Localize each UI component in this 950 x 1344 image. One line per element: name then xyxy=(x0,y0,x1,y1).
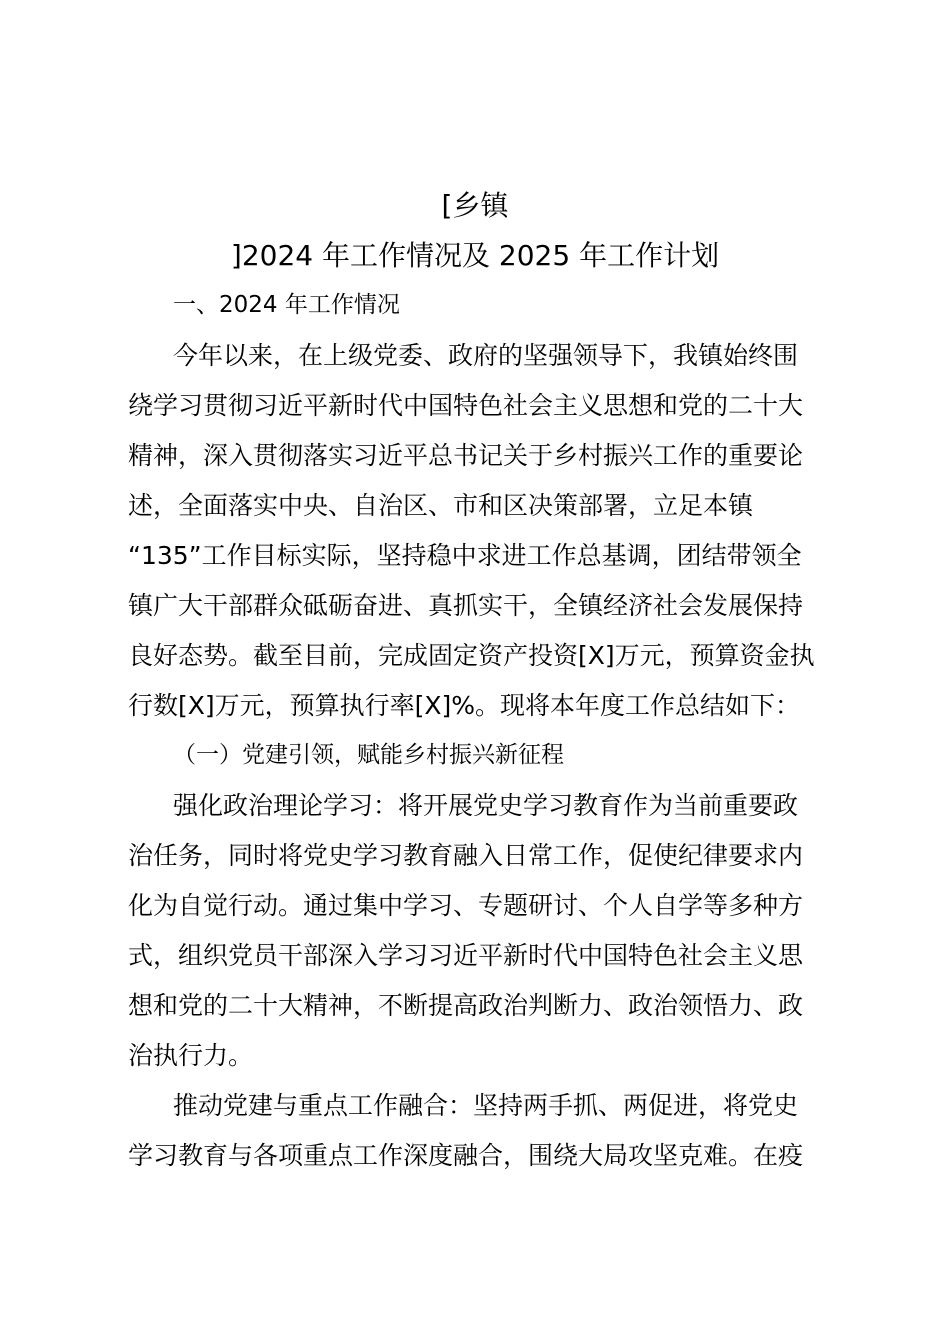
paragraph-line: 今年以来，在上级党委、政府的坚强领导下，我镇始终围 xyxy=(173,341,799,370)
paragraph-political-study xyxy=(128,781,838,1081)
paragraph-line: 学习教育与各项重点工作深度融合，围绕大局攻坚克难。在疫 xyxy=(128,1141,804,1170)
section-heading: 一、2024 年工作情况 xyxy=(173,292,400,318)
paragraph-line: 强化政治理论学习：将开展党史学习教育作为当前重要政 xyxy=(173,791,799,820)
paragraph-line: 推动党建与重点工作融合：坚持两手抓、两促进，将党史 xyxy=(173,1091,799,1120)
paragraph-line: 化为自觉行动。通过集中学习、专题研讨、个人自学等多种方 xyxy=(128,891,804,920)
paragraph-party-integration xyxy=(128,1081,838,1181)
paragraph-line: 良好态势。截至目前，完成固定资产投资[X]万元，预算资金执 xyxy=(128,641,815,670)
paragraph-work-overview xyxy=(128,331,838,731)
paragraph-line: 式，组织党员干部深入学习习近平新时代中国特色社会主义思 xyxy=(128,941,804,970)
paragraph-line: 治任务，同时将党史学习教育融入日常工作，促使纪律要求内 xyxy=(128,841,804,870)
paragraph-line: 行数[X]万元，预算执行率[X]%。现将本年度工作总结如下： xyxy=(128,691,801,720)
paragraph-line: 想和党的二十大精神，不断提高政治判断力、政治领悟力、政 xyxy=(128,991,804,1020)
sub-heading: （一）党建引领，赋能乡村振兴新征程 xyxy=(173,742,564,768)
paragraph-line: 治执行力。 xyxy=(128,1041,254,1070)
paragraph-line: “135”工作目标实际，坚持稳中求进工作总基调，团结带领全 xyxy=(128,541,802,570)
paragraph-line: 镇广大干部群众砥砺奋进、真抓实干，全镇经济社会发展保持 xyxy=(128,591,804,620)
document-title-line-2: ]2024 年工作情况及 2025 年工作计划 xyxy=(230,239,720,272)
document-title-line-1: [乡镇 xyxy=(441,189,509,222)
paragraph-line: 精神，深入贯彻落实习近平总书记关于乡村振兴工作的重要论 xyxy=(128,441,804,470)
paragraph-line: 绕学习贯彻习近平新时代中国特色社会主义思想和党的二十大 xyxy=(128,391,804,420)
paragraph-line: 述，全面落实中央、自治区、市和区决策部署，立足本镇 xyxy=(128,491,754,520)
